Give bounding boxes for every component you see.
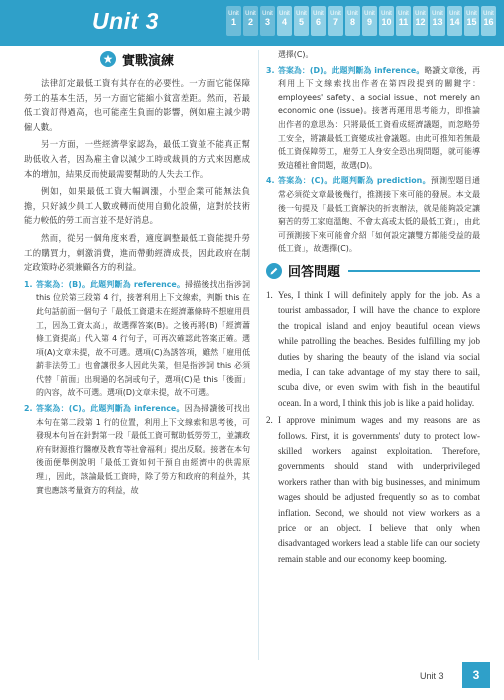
answer-item — [266, 174, 480, 256]
answer-number — [266, 48, 278, 62]
answer-list — [24, 278, 250, 498]
essay-paragraph: 然而，從另一個角度來看，適度調整最低工資能提升勞工的購買力，刺激消費，進而帶動經濟成長，因此政府在制定政策時必須兼顧各方的利益。 — [24, 232, 250, 273]
unit-title: Unit 3 — [92, 8, 159, 34]
unit-tab-strip — [226, 6, 496, 36]
unit-tab[interactable]: Unit 3 — [260, 6, 275, 36]
essay-paragraph: 例如，如果最低工資大幅調漲，小型企業可能無法負擔，只好減少員工人數或轉而使用自動化設備，這對於技術能力較低的勞工而言並不是好消息。 — [24, 186, 250, 226]
unit-tab[interactable]: Unit 10 — [379, 6, 394, 36]
answer-item — [266, 64, 480, 173]
unit-tab[interactable]: Unit 14 — [447, 6, 462, 36]
pencil-icon — [266, 263, 282, 279]
unit-tab[interactable]: Unit 16 — [481, 6, 496, 36]
answer-key: 答案為：(C)。此題判斷為 inference。 — [36, 404, 185, 414]
response-number: 1. — [266, 289, 273, 300]
essay-passage — [24, 76, 250, 275]
page-number: 3 — [462, 662, 490, 688]
answer-key: 答案為：(C)。此題判斷為 prediction。 — [278, 176, 431, 186]
answer-item — [24, 402, 250, 497]
section-header-practice — [24, 48, 250, 70]
unit-tab[interactable]: Unit 6 — [311, 6, 326, 36]
unit-tab[interactable]: Unit 2 — [243, 6, 258, 36]
column-divider — [258, 50, 259, 660]
unit-tab[interactable]: Unit 1 — [226, 6, 241, 36]
unit-tab[interactable]: Unit 7 — [328, 6, 343, 36]
section-title: 實戰演練 — [121, 53, 174, 69]
section-header-answer — [266, 260, 480, 282]
response-text: Yes, I think I will definitely apply for the job. As a tourist ambassador, I will have the chance to explore the tropical island and enjoy beautiful ocean views while patrolling the beaches. Besides fulfilling my job duties by sharing the beauty of the island via social media, I can take advantage of my stay there to sail, scuba dive, or even swim with fish in the beautiful ocean. In a word, I think this job is like a paid holiday. — [278, 289, 480, 408]
unit-tab[interactable]: Unit 4 — [277, 6, 292, 36]
answer-item — [24, 278, 250, 400]
answer-questions-section — [266, 260, 480, 567]
answer-key: 答案為：(B)。此題判斷為 reference。 — [36, 279, 186, 289]
footer-unit-label: Unit 3 — [420, 671, 444, 681]
section-rule — [348, 270, 480, 272]
left-column — [24, 48, 250, 499]
answer-explanation: 掃描後找出指涉詞 this 位於第三段第 4 行，接著利用上下文線索，判斷 this 在此句話前面一個句子「最低工資還未在經濟蕭條時不想雇用員工，因為工資太高」，故選擇答案(B)。之後再將(B)「經濟蕭條工資提高」代入第 4 行句子，可再次確認此答案正確。選項(A)文章未提，故不可選。選項(C)為誘答項，雖然「雇用低薪非法勞工」也會讓很多人因此失業，但是指涉詞 this 必須代替「前面」出現過的名詞或句子，選項(C)是 this「後面」的內容，故不可選。選項(D)文章未提，故不可選。 — [36, 279, 250, 398]
response-item — [266, 288, 480, 411]
answer-number: 2. — [24, 404, 33, 414]
answer-number: 1. — [24, 279, 33, 289]
essay-paragraph: 另一方面，一些經濟學家認為，最低工資並不能真正幫助低收入者，因為雇主會以減少工時或裁員的方式來因應成本的增加，結果反而使最需要幫助的人失去工作。 — [24, 139, 250, 179]
unit-banner — [0, 0, 504, 46]
answer-number: 4. — [266, 176, 275, 186]
right-column — [266, 48, 480, 569]
answer-explanation: 因為掃讀後可找出本句在第二段第 1 行的位置，利用上下文線索和思考後，可發現本句旨在針對第一段「最低工資可幫助低勞勞工，並讓政府有財源推行醫療及教育等社會福利」提出反駁。接著在本句後面便舉例說明「最低工資如何干預自由經濟中的供需原理」，因此，該論最低工資時，除了勞方和政府的利益外，其實也應該考量資方的利益，故 — [36, 404, 250, 495]
essay-paragraph: 法律訂定最低工資有其存在的必要性。一方面它能保障勞工的基本生活，另一方面它能縮小貧富差距。然而，若最低工資訂得過高，也可能產生負面的影響，例如雇主減少聘僱人數。 — [24, 78, 250, 132]
unit-tab[interactable]: Unit 9 — [362, 6, 377, 36]
unit-tab[interactable]: Unit 13 — [430, 6, 445, 36]
answer-continuation — [266, 48, 480, 62]
section-title: 回答問題 — [288, 265, 341, 281]
answer-number: 3. — [266, 65, 275, 75]
answer-key: 答案為：(D)。此題判斷為 inference。 — [278, 65, 425, 75]
unit-tab[interactable]: Unit 12 — [413, 6, 428, 36]
unit-tab[interactable]: Unit 8 — [345, 6, 360, 36]
response-item — [266, 413, 480, 567]
response-text: I approve minimum wages and my reasons are as follows. First, it is governments' duty to protect low-skilled workers against exploitation. Therefore, governments should stand with underprivileged workers rather than with big businesses, and minimum wages should be adjusted frequently so as to combat inflation. Second, we should not view workers as a price or an object. I believe that only when disadvantaged workers lead a stable life can our society remain stable and our economy keep booming. — [278, 415, 480, 564]
answer-explanation: 預測型題目通常必須從文章最後幾行，推測接下來可能的發展。本文最後一句提及「最低工資解決的折衷辦法，就是能夠設定讓窮苦的勞工家庭溫飽、不會太高或太低的最低工資」，由此可預測接下來可能會介紹「如何設定讓雙方都能受益的最低工資」，故選擇(C)。 — [278, 176, 480, 254]
unit-tab[interactable]: Unit 5 — [294, 6, 309, 36]
answer-explanation: 略讀文章後，再利用上下文線索找出作者在第四段提到的關鍵字：employees' safety、a social issue、not merely an economic one (issue)。接著再運用思考能力，即推論出作者的意思為：只將最低工資看成經濟議題，而忽略勞工安全，將讓最低工資變成社會議題。由此可推知若無最低工資保障勞工，雇勞工人身安全恐出現問題，就可能導致這種社會問題，故選(D)。 — [278, 65, 480, 170]
answer-explanation: 選擇(C)。 — [278, 50, 314, 59]
response-number: 2. — [266, 415, 273, 426]
star-icon — [100, 51, 116, 67]
unit-tab[interactable]: Unit 15 — [464, 6, 479, 36]
unit-tab[interactable]: Unit 11 — [396, 6, 411, 36]
